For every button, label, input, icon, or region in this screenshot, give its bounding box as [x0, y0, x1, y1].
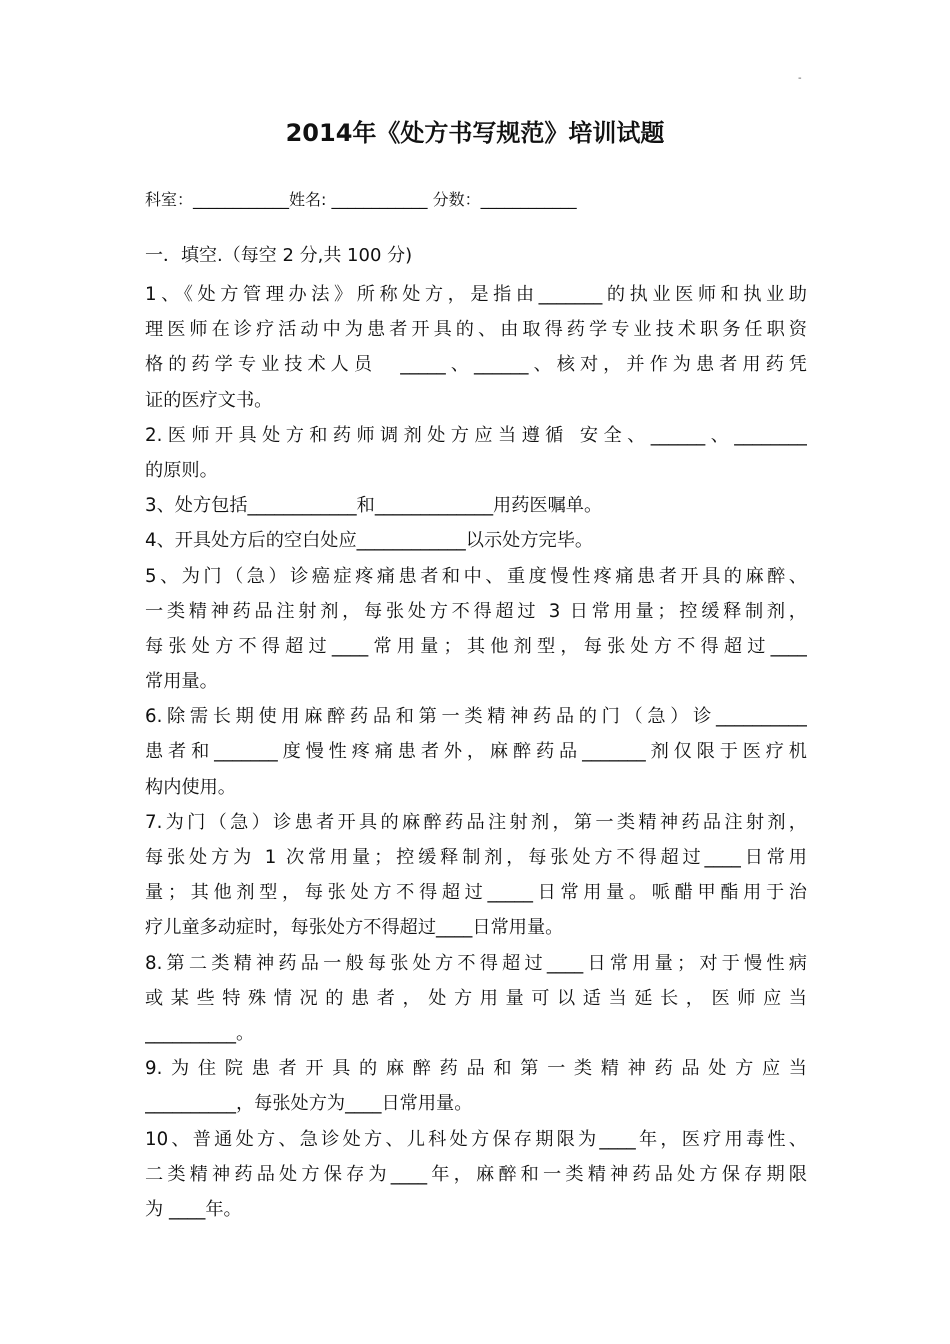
text-line: 6.除需长期使用麻醉药品和第一类精神药品的门（急）诊__________	[145, 706, 807, 728]
page-title: 2014年《处方书写规范》培训试题	[285, 119, 665, 147]
text-line: 证的医疗文书。	[145, 389, 273, 411]
text-line: 患者和_______度慢性疼痛患者外，麻醉药品_______剂仅限于医疗机	[145, 741, 807, 763]
text-line: 1、《处方管理办法》所称处方，是指由_______的执业医师和执业助	[145, 284, 807, 305]
text-line: 理医师在诊疗活动中为患者开具的、由取得药学专业技术职务任职资	[145, 319, 807, 341]
text-line: 4、开具处方后的空白处应____________以示处方完毕。	[145, 530, 594, 552]
text-line: 疗儿童多动症时，每张处方不得超过____日常用量。	[145, 917, 564, 939]
text-line: 8.第二类精神药品一般每张处方不得超过____日常用量；对于慢性病	[145, 952, 807, 974]
text-line: 构内使用。	[145, 776, 236, 798]
text-line: 每张处方不得超过____常用量；其他剂型，每张处方不得超过____	[145, 635, 807, 657]
text-line: 的原则。	[145, 459, 218, 481]
text-line: 二类精神药品处方保存为____年，麻醉和一类精神药品处方保存期限	[145, 1163, 807, 1185]
header-info-line: 科室：____________姓名: ____________ 分数：____________	[145, 190, 577, 209]
text-line: 3、处方包括____________和_____________用药医嘱单。	[145, 495, 603, 517]
section-heading: 一．填空.（每空 2 分,共 100 分)	[145, 245, 413, 266]
text-line: 为 ____年。	[145, 1198, 242, 1220]
text-line: 5、为门（急）诊癌症疼痛患者和中、重度慢性疼痛患者开具的麻醉、	[145, 565, 807, 587]
text-line: 每张处方为 1 次常用量；控缓释制剂，每张处方不得超过____日常用	[145, 847, 807, 868]
question-body	[145, 277, 807, 1227]
text-line: 一类精神药品注射剂，每张处方不得超过 3 日常用量；控缓释制剂，	[145, 600, 807, 622]
text-line: __________，每张处方为____日常用量。	[145, 1093, 473, 1115]
text-line: 常用量。	[145, 671, 218, 693]
text-line: 7.为门（急）诊患者开具的麻醉药品注射剂，第一类精神药品注射剂，	[145, 811, 807, 833]
text-line: 或某些特殊情况的患者，处方用量可以适当延长，医师应当	[145, 987, 807, 1009]
text-line: 9.为住院患者开具的麻醉药品和第一类精神药品处方应当	[145, 1058, 807, 1080]
text-line: __________。	[145, 1022, 255, 1044]
corner-mark: -	[798, 73, 802, 84]
text-line: 格的药学专业技术人员 _____、______、核对，并作为患者用药凭	[145, 354, 807, 376]
text-line: 2.医师开具处方和药师调剂处方应当遵循 安全、______、________	[145, 424, 807, 446]
text-line: 10、普通处方、急诊处方、儿科处方保存期限为____年，医疗用毒性、	[145, 1128, 807, 1150]
text-line: 量；其他剂型，每张处方不得超过_____日常用量。哌醋甲酯用于治	[145, 882, 807, 904]
